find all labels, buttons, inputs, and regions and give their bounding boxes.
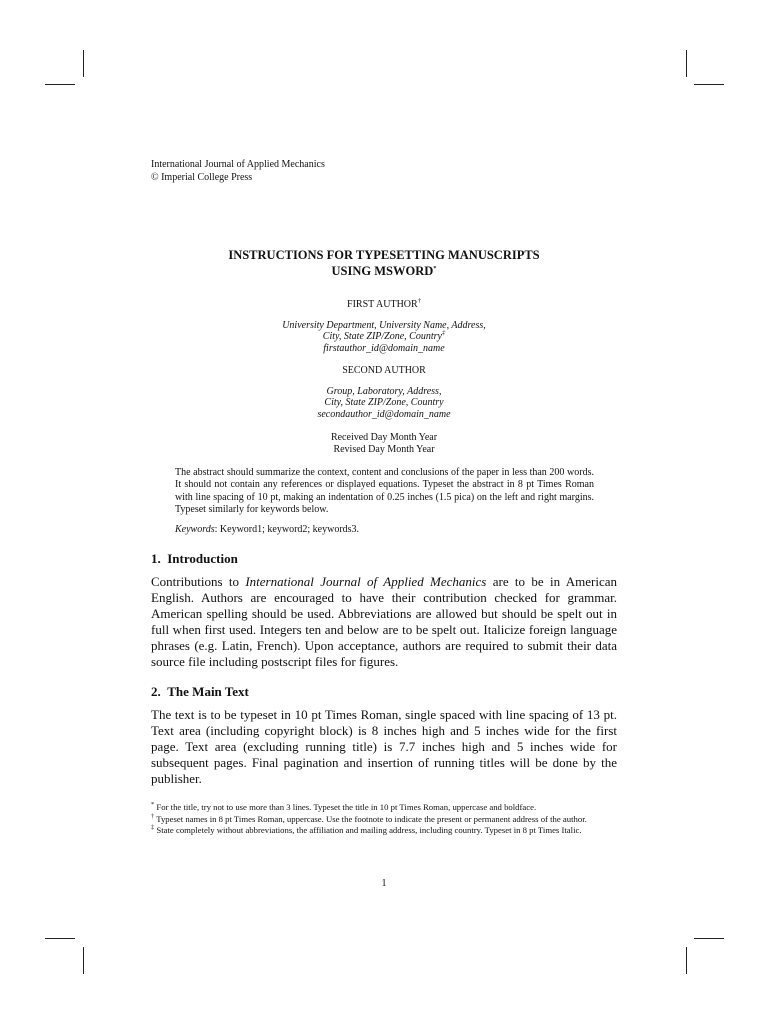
section-heading: 2. The Main Text <box>151 684 249 699</box>
title-line-1: INSTRUCTIONS FOR TYPESETTING MANUSCRIPTS <box>228 248 540 262</box>
keywords-text: : Keyword1; keyword2; keywords3. <box>214 524 360 535</box>
body-line: phrases (e.g. Latin, French). Upon acceptance, authors are required to submit their data <box>151 638 617 653</box>
body-line: English. Authors are encouraged to have their contribution checked for grammar. <box>151 590 617 605</box>
dates-block <box>151 432 617 455</box>
paper-title <box>151 247 617 279</box>
crop-mark <box>686 50 687 77</box>
crop-mark <box>83 50 84 77</box>
crop-mark <box>45 938 75 939</box>
journal-name-italic: International Journal of Applied Mechanics <box>245 574 487 589</box>
body-line: The text is to be typeset in 10 pt Times Roman, single spaced with line spacing of 13 pt. <box>151 707 617 722</box>
body-line: Text area (including copyright block) is 8 inches high and 5 inches wide for the first <box>151 723 617 738</box>
author-block-2 <box>151 365 617 420</box>
keywords-label: Keywords <box>175 524 215 535</box>
journal-name: International Journal of Applied Mechanics <box>151 159 325 170</box>
body-line: source file including postscript files for figures. <box>151 654 399 669</box>
body-line: full when first used. Integers ten and below are to be spelt out. Italicize foreign language <box>151 622 617 637</box>
body-line: Contributions to International Journal of Applied Mechanics are to be in American <box>151 574 617 589</box>
author-name: SECOND AUTHOR <box>342 365 426 376</box>
title-footnote-mark: * <box>433 264 437 272</box>
author-block-1 <box>151 299 617 354</box>
footnote: † Typeset names in 8 pt Times Roman, uppercase. Use the footnote to indicate the present or permanent address of the author. <box>151 812 587 824</box>
author-email: firstauthor_id@domain_name <box>323 342 445 354</box>
affiliation-line: City, State ZIP/Zone, Country‡ <box>322 329 446 342</box>
body-line: American spelling should be used. Abbreviations are allowed but should be spelt out in <box>151 606 617 621</box>
affiliation-line: University Department, University Name, Address, <box>282 319 486 331</box>
title-line-2: USING MSWORD* <box>331 264 437 278</box>
author-email: secondauthor_id@domain_name <box>317 408 451 420</box>
affiliation-line: City, State ZIP/Zone, Country <box>324 397 444 408</box>
journal-header <box>151 158 325 184</box>
body-line: publisher. <box>151 771 202 786</box>
footnote: ‡ State completely without abbreviations, the affiliation and mailing address, including country. Typeset in 8 pt Times Italic. <box>151 824 582 835</box>
page-number: 1 <box>381 878 387 889</box>
keywords <box>175 524 594 536</box>
section-body <box>151 707 617 787</box>
crop-mark <box>694 938 724 939</box>
crop-mark <box>694 84 724 85</box>
crop-mark <box>45 84 75 85</box>
crop-mark <box>686 947 687 974</box>
abstract: The abstract should summarize the context, content and conclusions of the paper in less than 200 words. It should not contain any references or displayed equations. Typeset the abstract in 8 pt Times Roman with line spacing of 10 pt, making an indentation of 0.25 inches (1.5 pica) on the left and right margins. Typeset similarly for keywords below. <box>175 467 594 515</box>
body-line: page. Text area (excluding running title) is 7.7 inches high and 5 inches wide for <box>151 739 617 754</box>
affiliation-line: Group, Laboratory, Address, <box>326 385 442 397</box>
footnote: * For the title, try not to use more than 3 lines. Typeset the title in 10 pt Times Roman, uppercase and boldface. <box>151 801 537 812</box>
body-line: subsequent pages. Final pagination and insertion of running titles will be done by the <box>151 755 617 770</box>
received-date: Received Day Month Year <box>330 432 438 443</box>
author-name: FIRST AUTHOR† <box>347 297 421 310</box>
section-body <box>151 574 617 670</box>
crop-mark <box>83 947 84 974</box>
section-heading: 1. Introduction <box>151 551 238 566</box>
publisher: © Imperial College Press <box>151 172 253 183</box>
revised-date: Revised Day Month Year <box>333 443 435 455</box>
footnotes <box>151 802 617 837</box>
